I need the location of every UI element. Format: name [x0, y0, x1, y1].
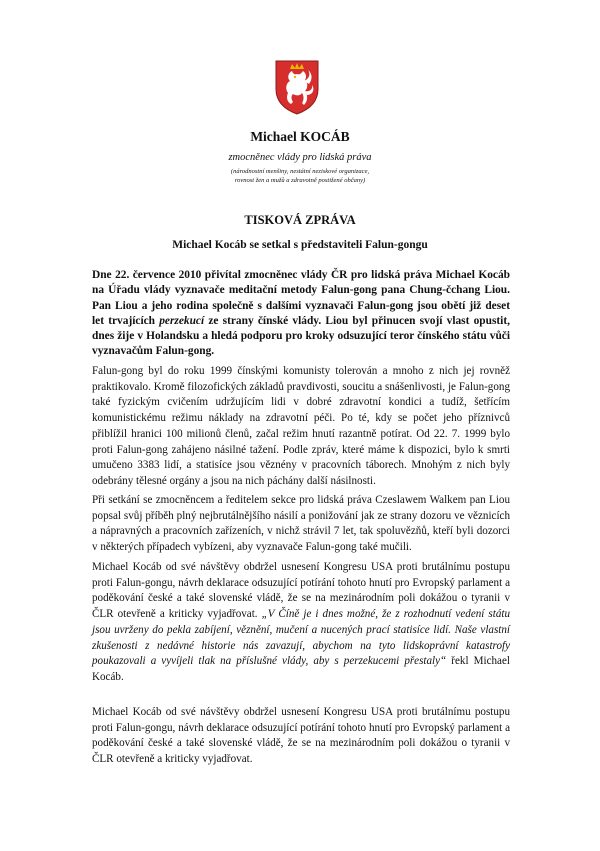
official-name: Michael KOCÁB	[250, 129, 350, 144]
official-role: zmocněnec vlády pro lidská práva	[228, 152, 372, 163]
body-paragraph-3	[92, 560, 510, 686]
body-paragraph-1: Falun-gong byl do roku 1999 čínskými komunisty tolerován a mnoho z nich jej rovněž praktikovalo. Kromě filozofických základů pravdivosti, soucitu a snášenlivosti, je Falun-gong také fyzickým cvičením udržujícím lidi v dobré zdravotní kondici a tudíž, šetřícím komunistickému režimu náklady na zdravotní péči. Po té, kdy se počet jeho příznivců přiblížil hranici 100 milionů členů, začal režim hnutí razantně potírat. Od 22. 7. 1999 bylo proti Falun-gong zahájeno násilné tažení. Podle zpráv, které máme k dispozici, bylo k smrti umučeno 3383 lidí, a statisíce jsou věznény v pracovních táborech. Mnohým z nich byly odebrány tělesné orgány a jsou na nich páchány další násilnosti.	[92, 365, 510, 487]
quote-attribution: řekl Michael Kocáb.	[92, 655, 510, 683]
lead-text-end: ze strany čínské vlády. Liou byl přinucen svojí vlast opustit, dnes žije v Holandsku a hledá podporu pro kroky odsuzující teror čínského státu vůči vyznavačům Falun-gong.	[92, 314, 510, 358]
role-scope-line-1: (národnostní menšiny, nestátní neziskové organizace,	[230, 168, 370, 175]
lead-text-start: Dne 22. července 2010 přivítal zmocněnec vlády ČR pro lidská práva Michael Kocáb na Úřadu vlády vyznavače meditační metody Falun-gong pana Chung-čchang Liou. Pan Liou a jeho rodina společně s dalšími vyznavači Falun-gong jsou obětí již deset let trvajících	[92, 269, 510, 327]
czech-lion-emblem-icon	[274, 59, 320, 115]
document-subheading: Michael Kocáb se setkal s představiteli Falun-gongu	[172, 239, 428, 251]
body-paragraph-4: Michael Kocáb od své návštěvy obdržel usnesení Kongresu USA proti brutálnímu postupu proti Falun-gongu, návrh deklarace odsuzující potírání tohoto hnutí pro Evropský parlament a poděkování české a také slovenské vládě, že se na mezinárodním poli dokážou o tyranii v ČLR otevřeně a kriticky vyjadřovat.	[92, 706, 510, 766]
paragraph-3-text: Michael Kocáb od své návštěvy obdržel usnesení Kongresu USA proti brutálnímu postupu proti Falun-gongu, návrh deklarace odsuzující potírání tohoto hnutí pro Evropský parlament a poděkování české a také slovenské vládě, že se na mezinárodním poli dokážou o tyranii v ČLR otevřeně a kriticky vyjadřovat.	[92, 561, 510, 621]
lead-italic-word: perzekucí	[159, 314, 205, 327]
document-heading: TISKOVÁ ZPRÁVA	[244, 213, 356, 227]
role-scope-line-2: rovnost žen a mužů a zdravotně postižené občany)	[234, 177, 366, 184]
body-paragraph-2: Při setkání se zmocněncem a ředitelem sekce pro lidská práva Czeslawem Walkem pan Liou popsal svůj příběh plný nejbrutálnějšího násilí a ponižování jak ze strany dozoru ve věznicích a nápravných a pracovních zařízeních, v nichž strávil 7 let, tak spoluvězňů, kteří byli dozorci v některých případech vybízeni, aby vyznavače Falun-gong také mučili.	[92, 494, 510, 554]
kocab-quote: „V Číně je i dnes možné, že z rozhodnutí vedení státu jsou uvrženy do pekla zabíjení, věznění, mučení a nucených prací statisíce lidí. Naše vlastní zkušenosti z nedávné historie nás zavazují, abychom na tyto lidskoprávní katastrofy poukazovali a vyvíjeli tlak na příslušné vlády, aby s perzekucemi přestaly“	[92, 608, 510, 668]
lead-paragraph	[92, 268, 510, 360]
